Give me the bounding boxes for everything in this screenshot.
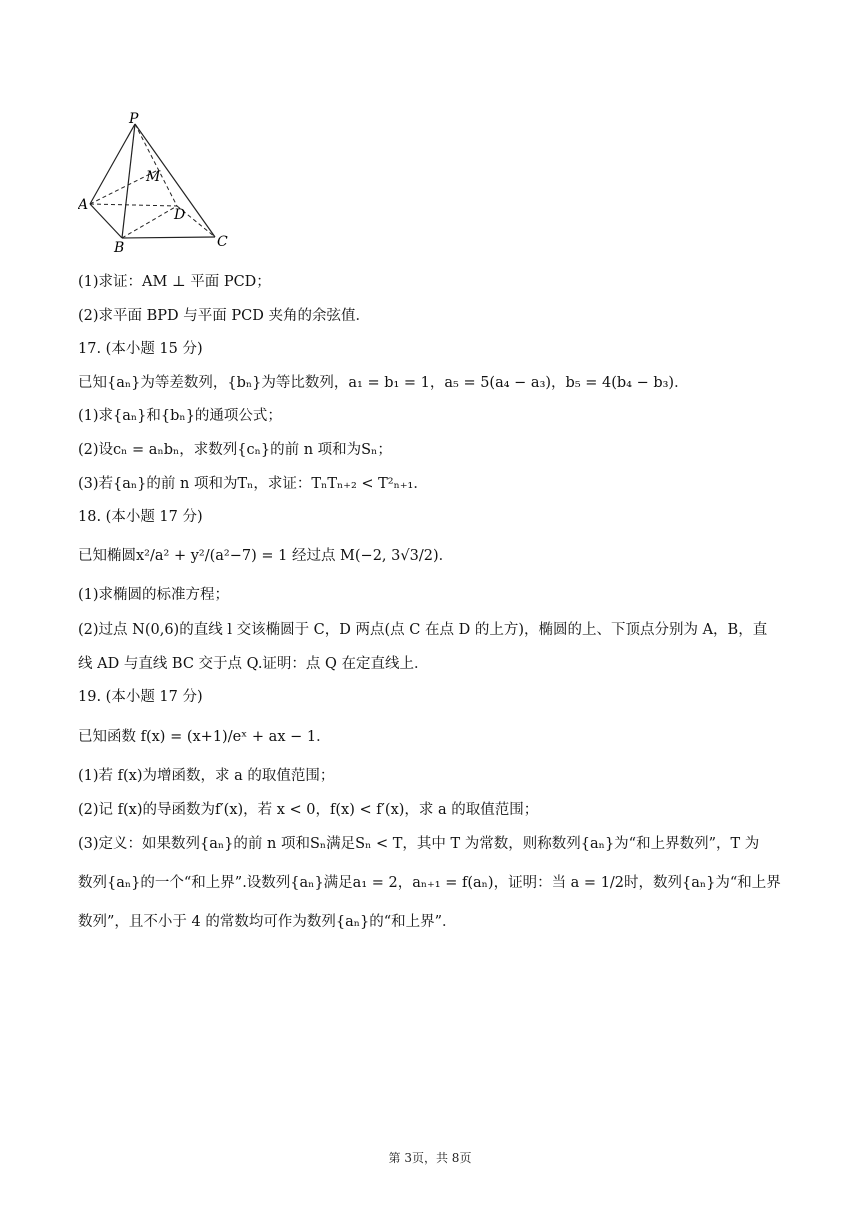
label-A: A bbox=[78, 197, 89, 213]
q19-part3-line3: 数列”，且不小于 4 的常数均可作为数列{aₙ}的“和上界”． bbox=[78, 914, 457, 930]
q19-header: 19. (本小题 17 分) bbox=[78, 689, 203, 705]
q18-part2-line1: (2)过点 N(0,6)的直线 l 交该椭圆于 C，D 两点(点 C 在点 D 的上方)，椭圆的上、下顶点分别为 A，B，直 bbox=[78, 622, 768, 638]
q18-header: 18. (本小题 17 分) bbox=[78, 509, 203, 525]
q16-part1: (1)求证：AM ⊥ 平面 PCD； bbox=[78, 274, 271, 290]
edge-PA bbox=[90, 124, 135, 204]
q19-part3-line1: (3)定义：如果数列{aₙ}的前 n 项和Sₙ满足Sₙ < T，其中 T 为常数，则称数列{aₙ}为“和上界数列”，T 为 bbox=[78, 836, 760, 852]
pyramid-diagram bbox=[78, 110, 238, 255]
page-footer: 第 3页，共 8页 bbox=[388, 1151, 472, 1165]
q19-stem: 已知函数 f(x) = (x+1)/eˣ + ax − 1． bbox=[78, 729, 331, 745]
label-C: C bbox=[217, 234, 228, 250]
edge-PB bbox=[122, 124, 135, 238]
q17-part1: (1)求{aₙ}和{bₙ}的通项公式； bbox=[78, 408, 282, 424]
q19-part3-line2: 数列{aₙ}的一个“和上界”.设数列{aₙ}满足a₁ = 2，aₙ₊₁ = f(aₙ)，证明：当 a = 1/2时，数列{aₙ}为“和上界 bbox=[78, 875, 781, 891]
edge-BD bbox=[122, 206, 177, 238]
label-D: D bbox=[174, 207, 186, 223]
edge-BC bbox=[122, 237, 215, 238]
q16-part2: (2)求平面 BPD 与平面 PCD 夹角的余弦值． bbox=[78, 308, 370, 324]
pyramid-figure bbox=[78, 110, 238, 255]
label-B: B bbox=[114, 240, 125, 255]
edge-PD bbox=[135, 124, 177, 206]
label-P: P bbox=[129, 111, 139, 127]
q17-header: 17. (本小题 15 分) bbox=[78, 341, 203, 357]
q18-part2-line2: 线 AD 与直线 BC 交于点 Q.证明：点 Q 在定直线上． bbox=[78, 656, 429, 672]
q17-part2: (2)设cₙ = aₙbₙ，求数列{cₙ}的前 n 项和为Sₙ； bbox=[78, 442, 392, 458]
q18-part1: (1)求椭圆的标准方程； bbox=[78, 587, 230, 603]
q17-part3: (3)若{aₙ}的前 n 项和为Tₙ，求证：TₙTₙ₊₂ < T²ₙ₊₁． bbox=[78, 476, 428, 492]
q19-part2: (2)记 f(x)的导函数为f′(x)，若 x < 0，f(x) < f′(x)，求 a 的取值范围； bbox=[78, 802, 539, 818]
label-M: M bbox=[146, 169, 161, 185]
edge-AD bbox=[90, 204, 177, 206]
q18-stem: 已知椭圆x²/a² + y²/(a²−7) = 1 经过点 M(−2, 3√3/2)． bbox=[78, 548, 454, 564]
edge-AB bbox=[90, 204, 122, 238]
q19-part1: (1)若 f(x)为增函数，求 a 的取值范围； bbox=[78, 768, 335, 784]
q17-stem: 已知{aₙ}为等差数列，{bₙ}为等比数列，a₁ = b₁ = 1，a₅ = 5(a₄ − a₃)，b₅ = 4(b₄ − b₃)． bbox=[78, 375, 689, 391]
